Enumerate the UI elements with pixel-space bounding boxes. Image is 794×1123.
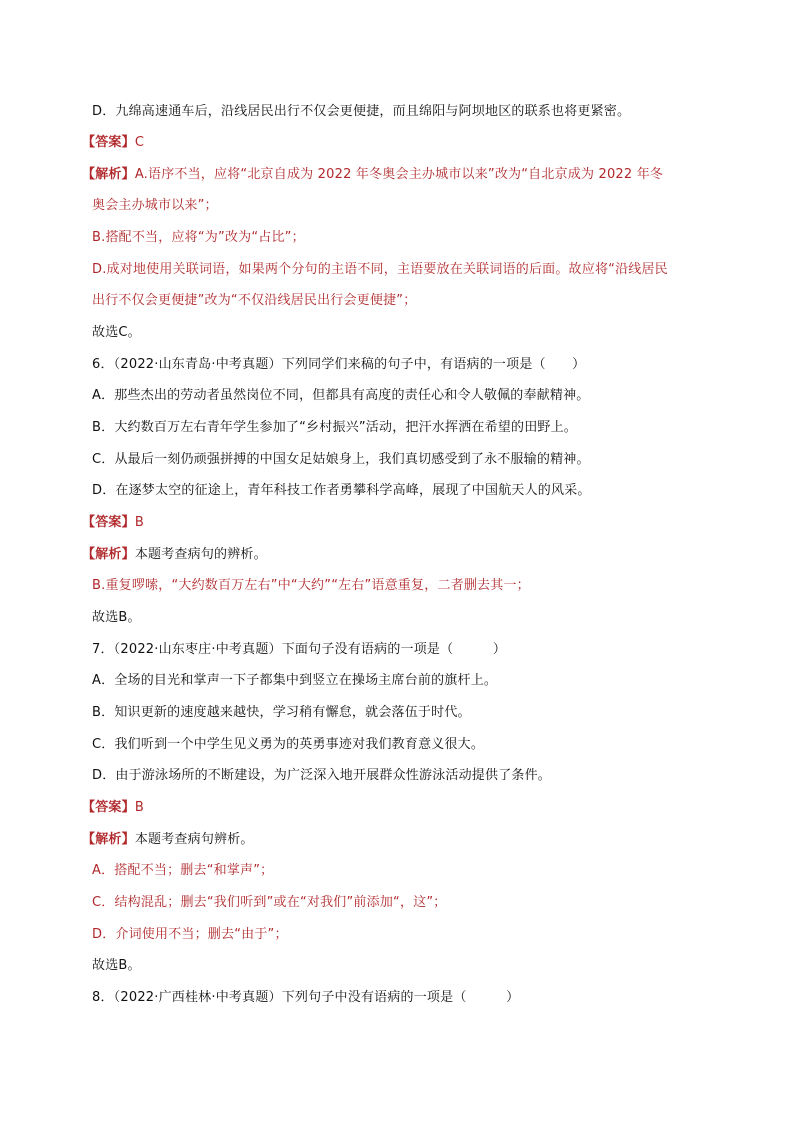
- analysis-b-line: [92, 229, 305, 247]
- line-text: D．九绵高速通车后，沿线居民出行不仅会更便捷，而且绵阳与阿坝地区的联系也将更紧密。: [92, 104, 631, 119]
- answer-label: 【答案】: [82, 800, 135, 815]
- question-6-stem: [92, 356, 585, 374]
- question-6-option-c: [92, 451, 590, 469]
- line-text: 8．（2022·广西桂林·中考真题）下列句子中没有语病的一项是（ ）: [92, 990, 520, 1005]
- question-7-option-d: [92, 767, 551, 785]
- analysis-text: 本题考查病句辨析。: [134, 832, 254, 847]
- line-text: A．那些杰出的劳动者虽然岗位不同，但都具有高度的责任心和令人敬佩的奉献精神。: [92, 388, 590, 403]
- question-7-option-c: [92, 736, 484, 754]
- answer-value: B: [134, 800, 144, 815]
- analysis-a-line: [92, 862, 273, 880]
- question-8-stem: [92, 989, 519, 1007]
- line-text: D．介词使用不当；删去“由于”；: [92, 927, 288, 942]
- answer-label: 【答案】: [82, 135, 135, 150]
- line-text: A．搭配不当；删去“和掌声”；: [92, 863, 274, 878]
- line-text: 7．（2022·山东枣庄·中考真题）下面句子没有语病的一项是（ ）: [92, 642, 507, 657]
- line-text: 奥会主办城市以来”；: [92, 198, 218, 213]
- analysis-label: 【解析】: [82, 832, 135, 847]
- analysis-line: [82, 546, 267, 564]
- line-text: D．在逐梦太空的征途上，青年科技工作者勇攀科学高峰，展现了中国航天人的风采。: [92, 483, 591, 498]
- choice-line: [92, 609, 141, 627]
- analysis-b-line: [92, 577, 530, 595]
- choice-line: [92, 324, 141, 342]
- question-6-option-d: [92, 482, 591, 500]
- line-text: C．结构混乱；删去“我们听到”或在“对我们”前添加“，这”；: [92, 895, 447, 910]
- analysis-continued: [92, 197, 218, 215]
- analysis-text: A.语序不当，应将“北京自成为 2022 年冬奥会主办城市以来”改为“自北京成为 2022 年冬: [134, 167, 664, 182]
- line-text: 6．（2022·山东青岛·中考真题）下列同学们来稿的句子中，有语病的一项是（ ）: [92, 357, 586, 372]
- analysis-d-line: [92, 926, 288, 944]
- answer-value: B: [134, 515, 144, 530]
- line-text: B．知识更新的速度越来越快，学习稍有懈怠，就会落伍于时代。: [92, 705, 471, 720]
- line-text: 出行不仅会更便捷”改为“不仅沿线居民出行会更便捷”；: [92, 293, 417, 308]
- line-text: B．大约数百万左右青年学生参加了“乡村振兴”活动，把汗水挥洒在希望的田野上。: [92, 420, 577, 435]
- analysis-line: [82, 831, 254, 849]
- line-text: B.重复啰嗦，“大约数百万左右”中“大约”“左右”语意重复，二者删去其一；: [92, 578, 530, 593]
- question-6-option-b: [92, 419, 577, 437]
- question-7-option-a: [92, 672, 497, 690]
- line-text: B.搭配不当，应将“为”改为“占比”；: [92, 230, 305, 245]
- line-text: C．我们听到一个中学生见义勇为的英勇事迹对我们教育意义很大。: [92, 737, 485, 752]
- analysis-d-line: [92, 261, 668, 279]
- line-text: 故选B。: [92, 610, 141, 625]
- line-text: 故选C。: [92, 325, 141, 340]
- answer-line: [82, 134, 144, 152]
- question-7-option-b: [92, 704, 471, 722]
- choice-line: [92, 957, 141, 975]
- question-6-option-a: [92, 387, 590, 405]
- line-text: A．全场的目光和掌声一下子都集中到竖立在操场主席台前的旗杆上。: [92, 673, 498, 688]
- line-text: D．由于游泳场所的不断建设，为广泛深入地开展群众性游泳活动提供了条件。: [92, 768, 552, 783]
- answer-label: 【答案】: [82, 515, 135, 530]
- question-7-stem: [92, 641, 506, 659]
- analysis-d-continued: [92, 292, 416, 310]
- analysis-label: 【解析】: [82, 167, 135, 182]
- line-text: 故选B。: [92, 958, 141, 973]
- answer-line: [82, 514, 144, 532]
- line-text: C．从最后一刻仍顽强拼搏的中国女足姑娘身上，我们真切感受到了永不服输的精神。: [92, 452, 590, 467]
- answer-value: C: [134, 135, 145, 150]
- analysis-label: 【解析】: [82, 547, 135, 562]
- option-d-line: [92, 103, 630, 121]
- analysis-line: [82, 166, 663, 184]
- line-text: D.成对地使用关联词语，如果两个分句的主语不同，主语要放在关联词语的后面。故应将“沿线居民: [92, 262, 668, 277]
- analysis-text: 本题考查病句的辨析。: [134, 547, 267, 562]
- answer-line: [82, 799, 144, 817]
- analysis-c-line: [92, 894, 447, 912]
